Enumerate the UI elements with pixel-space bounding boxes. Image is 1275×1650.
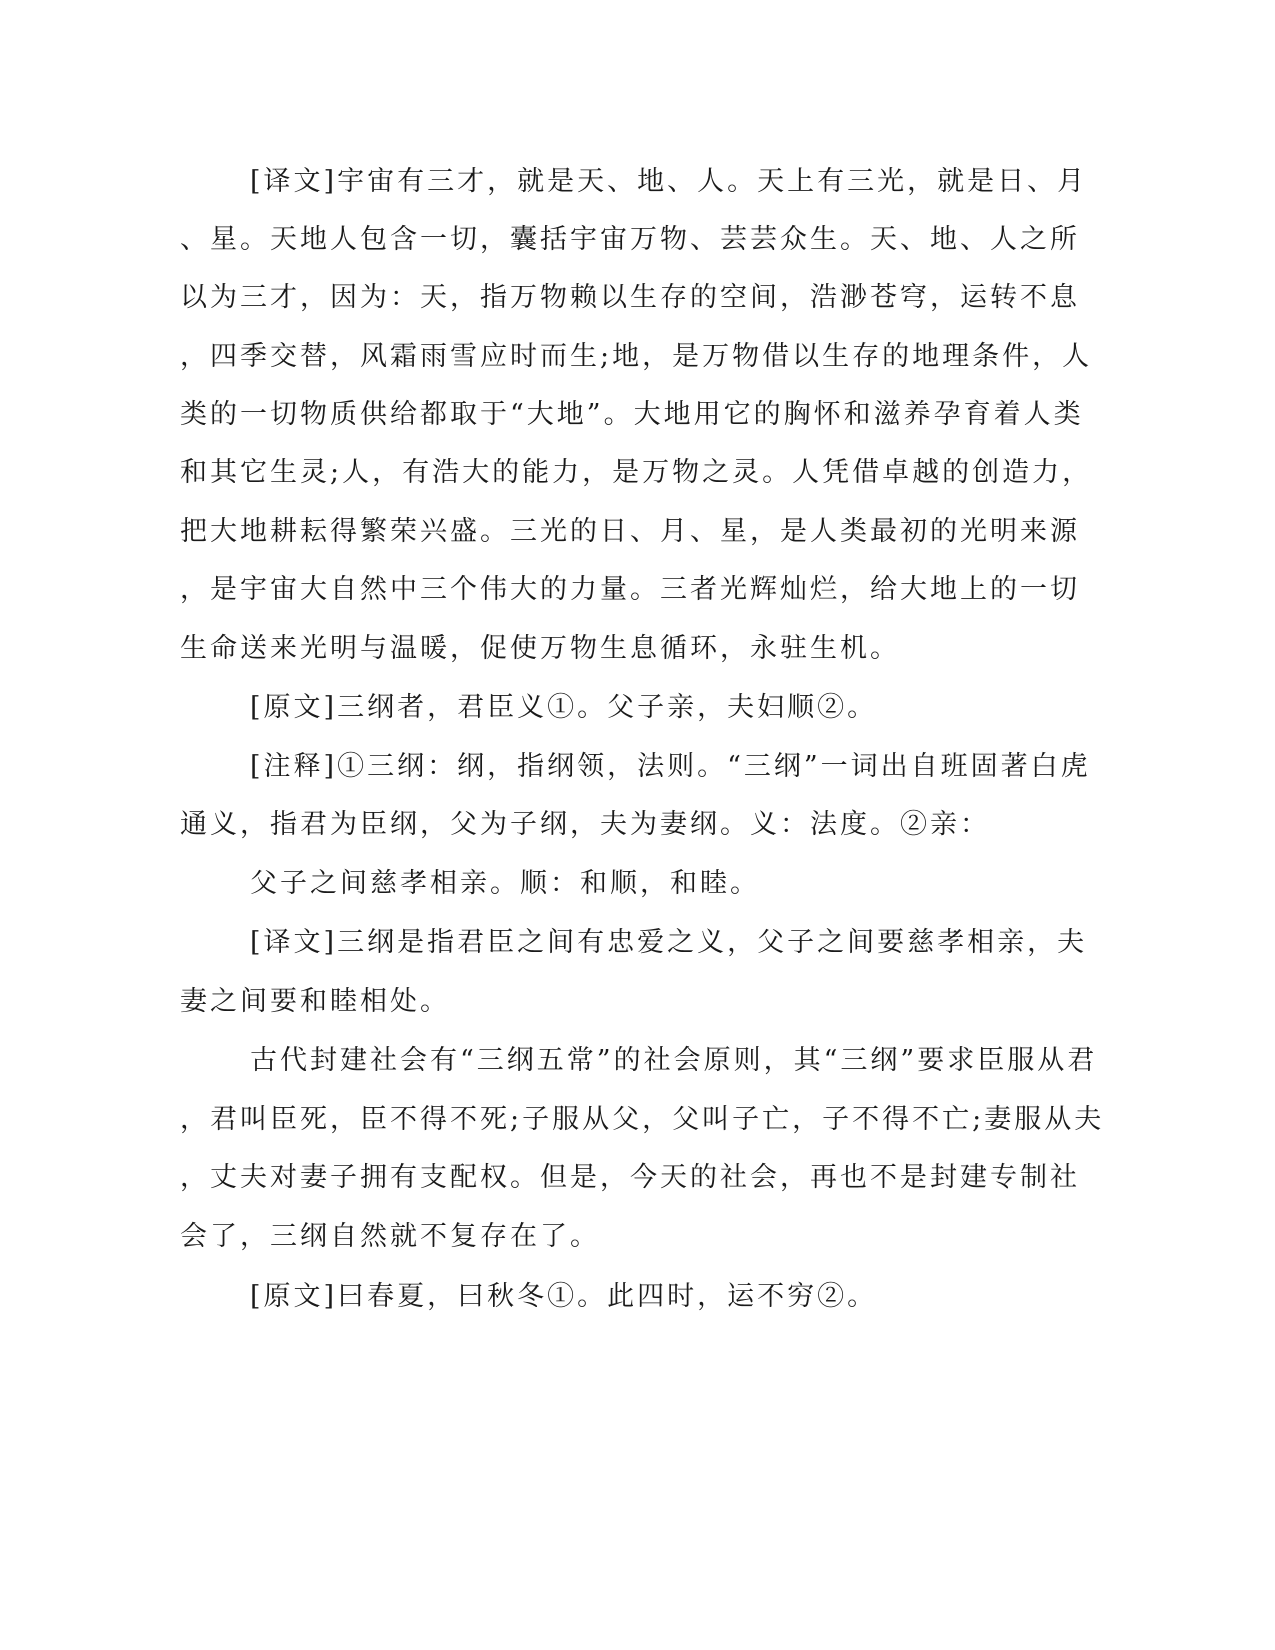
text-line: [原文]曰春夏，曰秋冬①。此四时，运不穷②。 [250, 1281, 878, 1312]
text-line: [注释]①三纲：纲，指纲领，法则。“三纲”一词出自班固著白虎 [250, 751, 1091, 782]
text-line: ，君叫臣死，臣不得不死;子服从父，父叫子亡，子不得不亡;妻服从夫 [180, 1104, 1105, 1135]
text-line: 类的一切物质供给都取于“大地”。大地用它的胸怀和滋养孕育着人类 [180, 399, 1084, 430]
text-line: [译文]宇宙有三才，就是天、地、人。天上有三光，就是日、月 [250, 166, 1088, 197]
text-line: 以为三才，因为：天，指万物赖以生存的空间，浩渺苍穹，运转不息 [180, 282, 1080, 313]
text-line: 父子之间慈孝相亲。顺：和顺，和睦。 [250, 868, 760, 899]
text-line: ，丈夫对妻子拥有支配权。但是，今天的社会，再也不是封建专制社 [180, 1162, 1080, 1193]
text-line: [译文]三纲是指君臣之间有忠爱之义，父子之间要慈孝相亲，夫 [250, 927, 1088, 958]
text-line: 和其它生灵;人，有浩大的能力，是万物之灵。人凭借卓越的创造力， [180, 457, 1093, 488]
text-line: 生命送来光明与温暖，促使万物生息循环，永驻生机。 [180, 633, 900, 664]
text-line: 、星。天地人包含一切，囊括宇宙万物、芸芸众生。天、地、人之所 [180, 224, 1080, 255]
text-line: [原文]三纲者，君臣义①。父子亲，夫妇顺②。 [250, 692, 878, 723]
text-line: 妻之间要和睦相处。 [180, 986, 450, 1017]
text-line: ，是宇宙大自然中三个伟大的力量。三者光辉灿烂，给大地上的一切 [180, 574, 1080, 605]
text-line: 通义，指君为臣纲，父为子纲，夫为妻纲。义：法度。②亲： [180, 809, 990, 840]
text-line: 会了，三纲自然就不复存在了。 [180, 1221, 600, 1252]
text-line: 古代封建社会有“三纲五常”的社会原则，其“三纲”要求臣服从君 [250, 1045, 1098, 1076]
text-line: ，四季交替，风霜雨雪应时而生;地，是万物借以生存的地理条件，人 [180, 341, 1093, 372]
text-line: 把大地耕耘得繁荣兴盛。三光的日、月、星，是人类最初的光明来源 [180, 516, 1080, 547]
